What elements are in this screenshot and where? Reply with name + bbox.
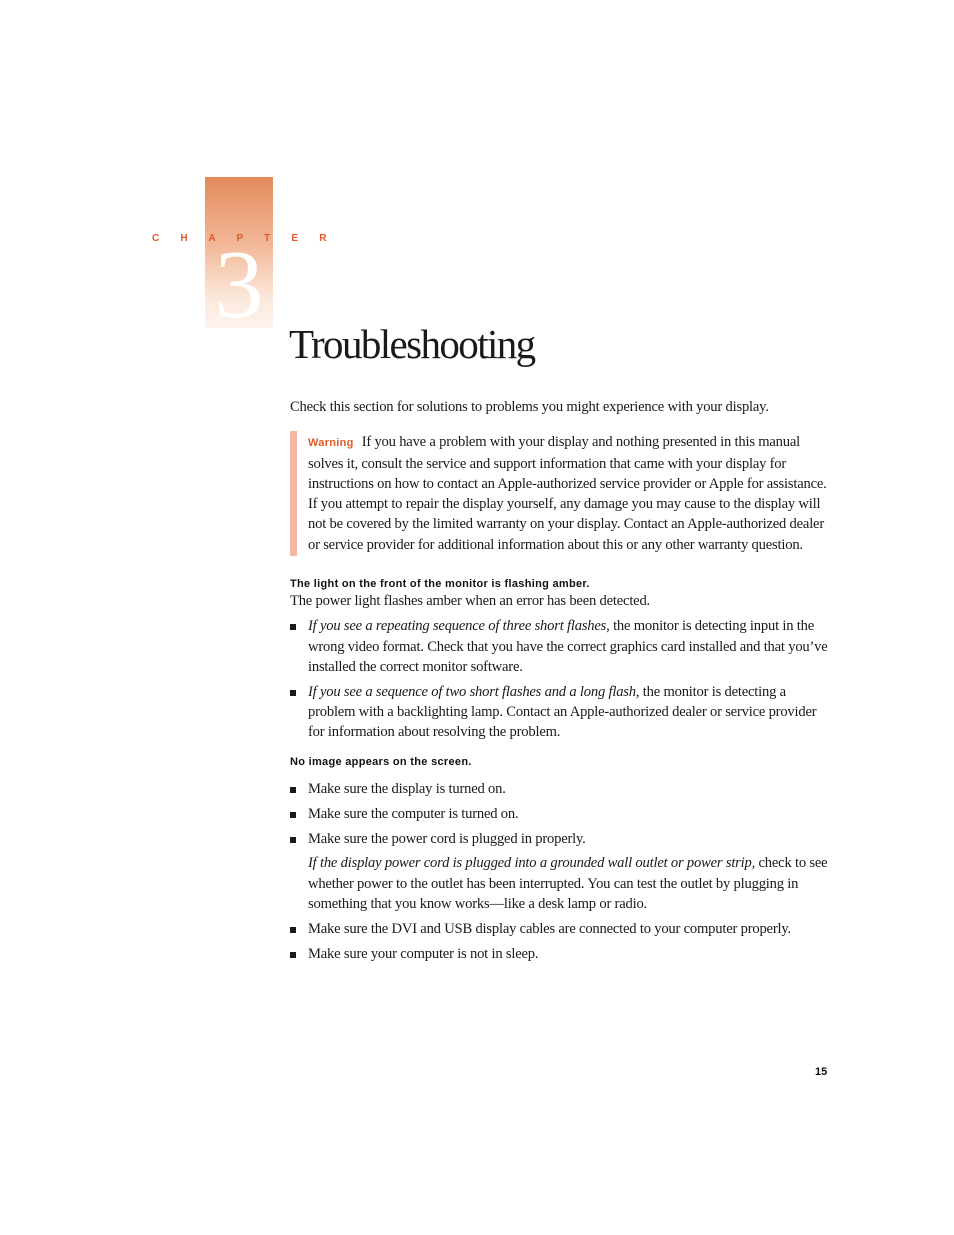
list-item	[290, 804, 835, 824]
list-item	[290, 919, 835, 939]
list-item	[290, 779, 835, 799]
no-image-list	[290, 779, 835, 849]
bullet-icon	[290, 690, 296, 696]
list-item	[290, 944, 835, 964]
page-title: Troubleshooting	[289, 321, 535, 367]
list-item-text: Make sure the display is turned on.	[308, 780, 506, 797]
chapter-number: 3	[214, 231, 264, 339]
bullet-icon	[290, 952, 296, 958]
warning-box	[290, 431, 835, 556]
bullet-icon	[290, 927, 296, 933]
warning-text-block	[308, 432, 835, 555]
section-paragraph-amber: The power light flashes amber when an error has been detected.	[290, 593, 650, 610]
list-item-text: Make sure the DVI and USB display cables are connected to your computer properly.	[308, 920, 791, 937]
warning-text: If you have a problem with your display and nothing presented in this manual solves it, consult the service and support information that came with your display for instructions on how to contact an Apple-authorized service provider or Apple for assistance. If you attempt to repair the display yourself, any damage you may cause to the display will not be covered by the limited warranty on your display. Contact an Apple-authorized dealer or service provider for additional information about this or any other warranty question.	[308, 434, 827, 553]
page-number: 15	[815, 1066, 828, 1078]
bullet-icon	[290, 787, 296, 793]
bullet-icon	[290, 812, 296, 818]
chapter-label: C H A P T E R	[152, 233, 336, 244]
warning-label: Warning	[308, 437, 354, 450]
amber-list	[290, 616, 835, 742]
list-item-text: the monitor is detecting a problem with a backlighting lamp. Contact an Apple-authorized dealer or service provider for information about resolving the problem.	[308, 683, 817, 741]
note-text: check to see whether power to the outlet has been interrupted. You can test the outlet by plugging in something that you know works—like a desk lamp or radio.	[308, 855, 828, 913]
list-item-text: Make sure the power cord is plugged in properly.	[308, 830, 586, 847]
bullet-icon	[290, 837, 296, 843]
list-item	[290, 616, 835, 677]
list-item-italic: If you see a sequence of two short flashes and a long flash,	[308, 683, 640, 700]
note-italic: If the display power cord is plugged into a grounded wall outlet or power strip,	[308, 855, 756, 872]
list-item-text: Make sure your computer is not in sleep.	[308, 945, 539, 962]
bullet-icon	[290, 624, 296, 630]
page-content	[290, 397, 835, 969]
intro-paragraph: Check this section for solutions to problems you might experience with your display.	[290, 399, 769, 415]
list-item	[290, 829, 835, 849]
power-strip-note	[290, 853, 835, 914]
list-item-italic: If you see a repeating sequence of three short flashes,	[308, 618, 610, 635]
no-image-list-continued	[290, 919, 835, 964]
list-item-text: the monitor is detecting input in the wrong video format. Check that you have the correct graphics card installed and that you’ve installed the correct monitor software.	[308, 618, 828, 675]
list-item-text: Make sure the computer is turned on.	[308, 805, 519, 822]
section-heading-amber: The light on the front of the monitor is flashing amber.	[290, 578, 590, 591]
section-heading-no-image: No image appears on the screen.	[290, 755, 472, 768]
list-item	[290, 682, 835, 743]
